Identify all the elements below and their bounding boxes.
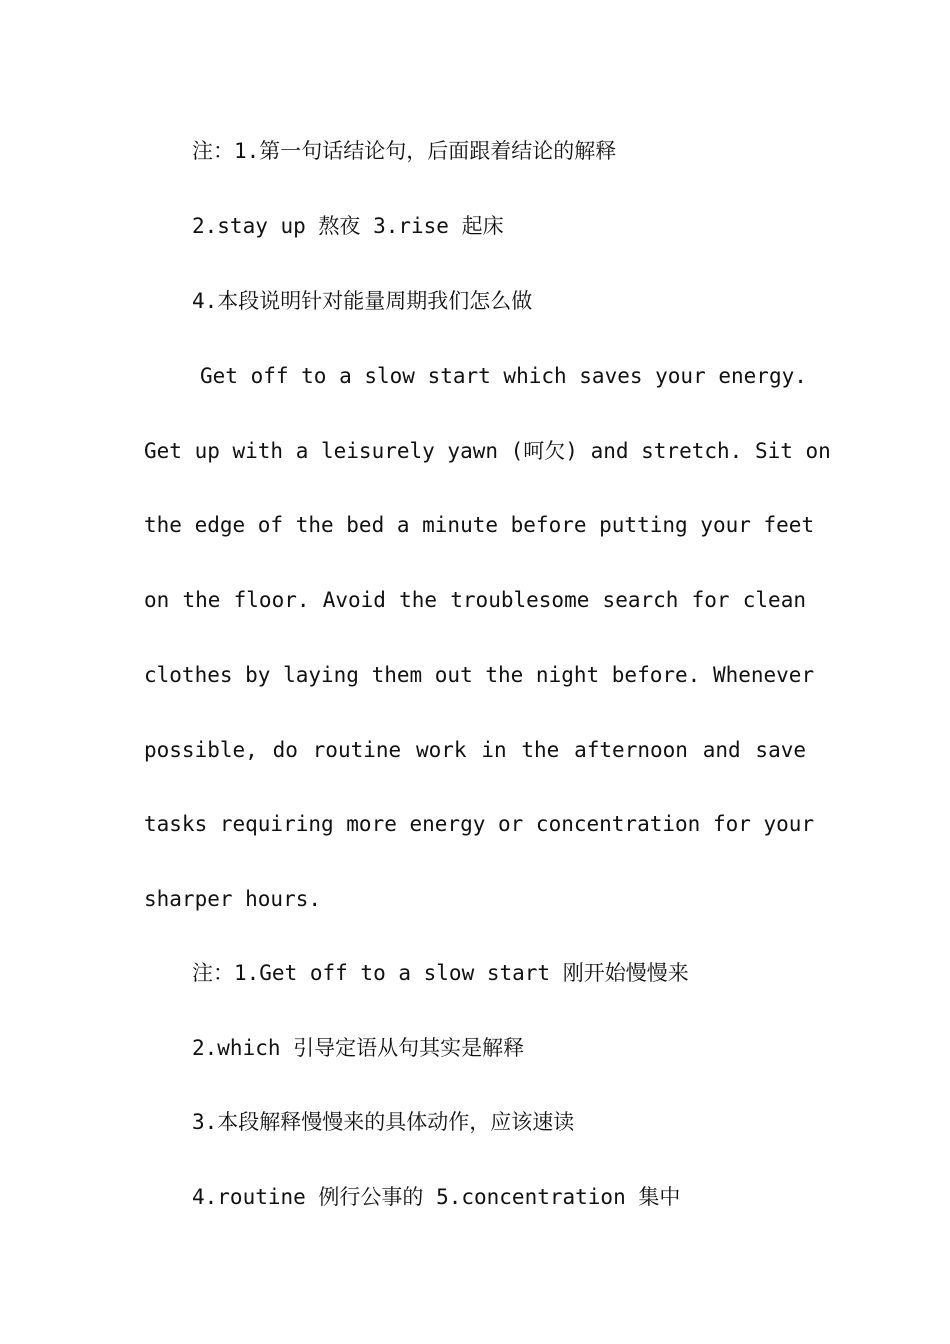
paragraph-line-1: Get off to a slow start which saves your energy. [200, 364, 807, 388]
note-line-6: 3.本段解释慢慢来的具体动作，应该速读 [192, 1110, 575, 1134]
paragraph-line-2: Get up with a leisurely yawn (呵欠) and stretch. Sit on [144, 439, 831, 463]
note-line-7: 4.routine 例行公事的 5.concentration 集中 [192, 1185, 681, 1209]
paragraph-line-7: tasks requiring more energy or concentration for your [144, 812, 815, 836]
paragraph-line-8: sharper hours. [144, 887, 322, 911]
paragraph-line-4: on the floor. Avoid the troublesome search for clean [144, 588, 806, 612]
note-line-1: 注：1.第一句话结论句，后面跟着结论的解释 [192, 139, 617, 163]
note-line-2: 2.stay up 熬夜 3.rise 起床 [192, 214, 504, 238]
paragraph-line-6: possible, do routine work in the afternoon and save [144, 738, 806, 762]
paragraph-line-5: clothes by laying them out the night before. Whenever [144, 663, 815, 687]
note-line-4: 注：1.Get off to a slow start 刚开始慢慢来 [192, 961, 689, 985]
note-line-3: 4.本段说明针对能量周期我们怎么做 [192, 289, 533, 313]
note-line-5: 2.which 引导定语从句其实是解释 [192, 1036, 525, 1060]
paragraph-line-3: the edge of the bed a minute before putting your feet [144, 513, 815, 537]
